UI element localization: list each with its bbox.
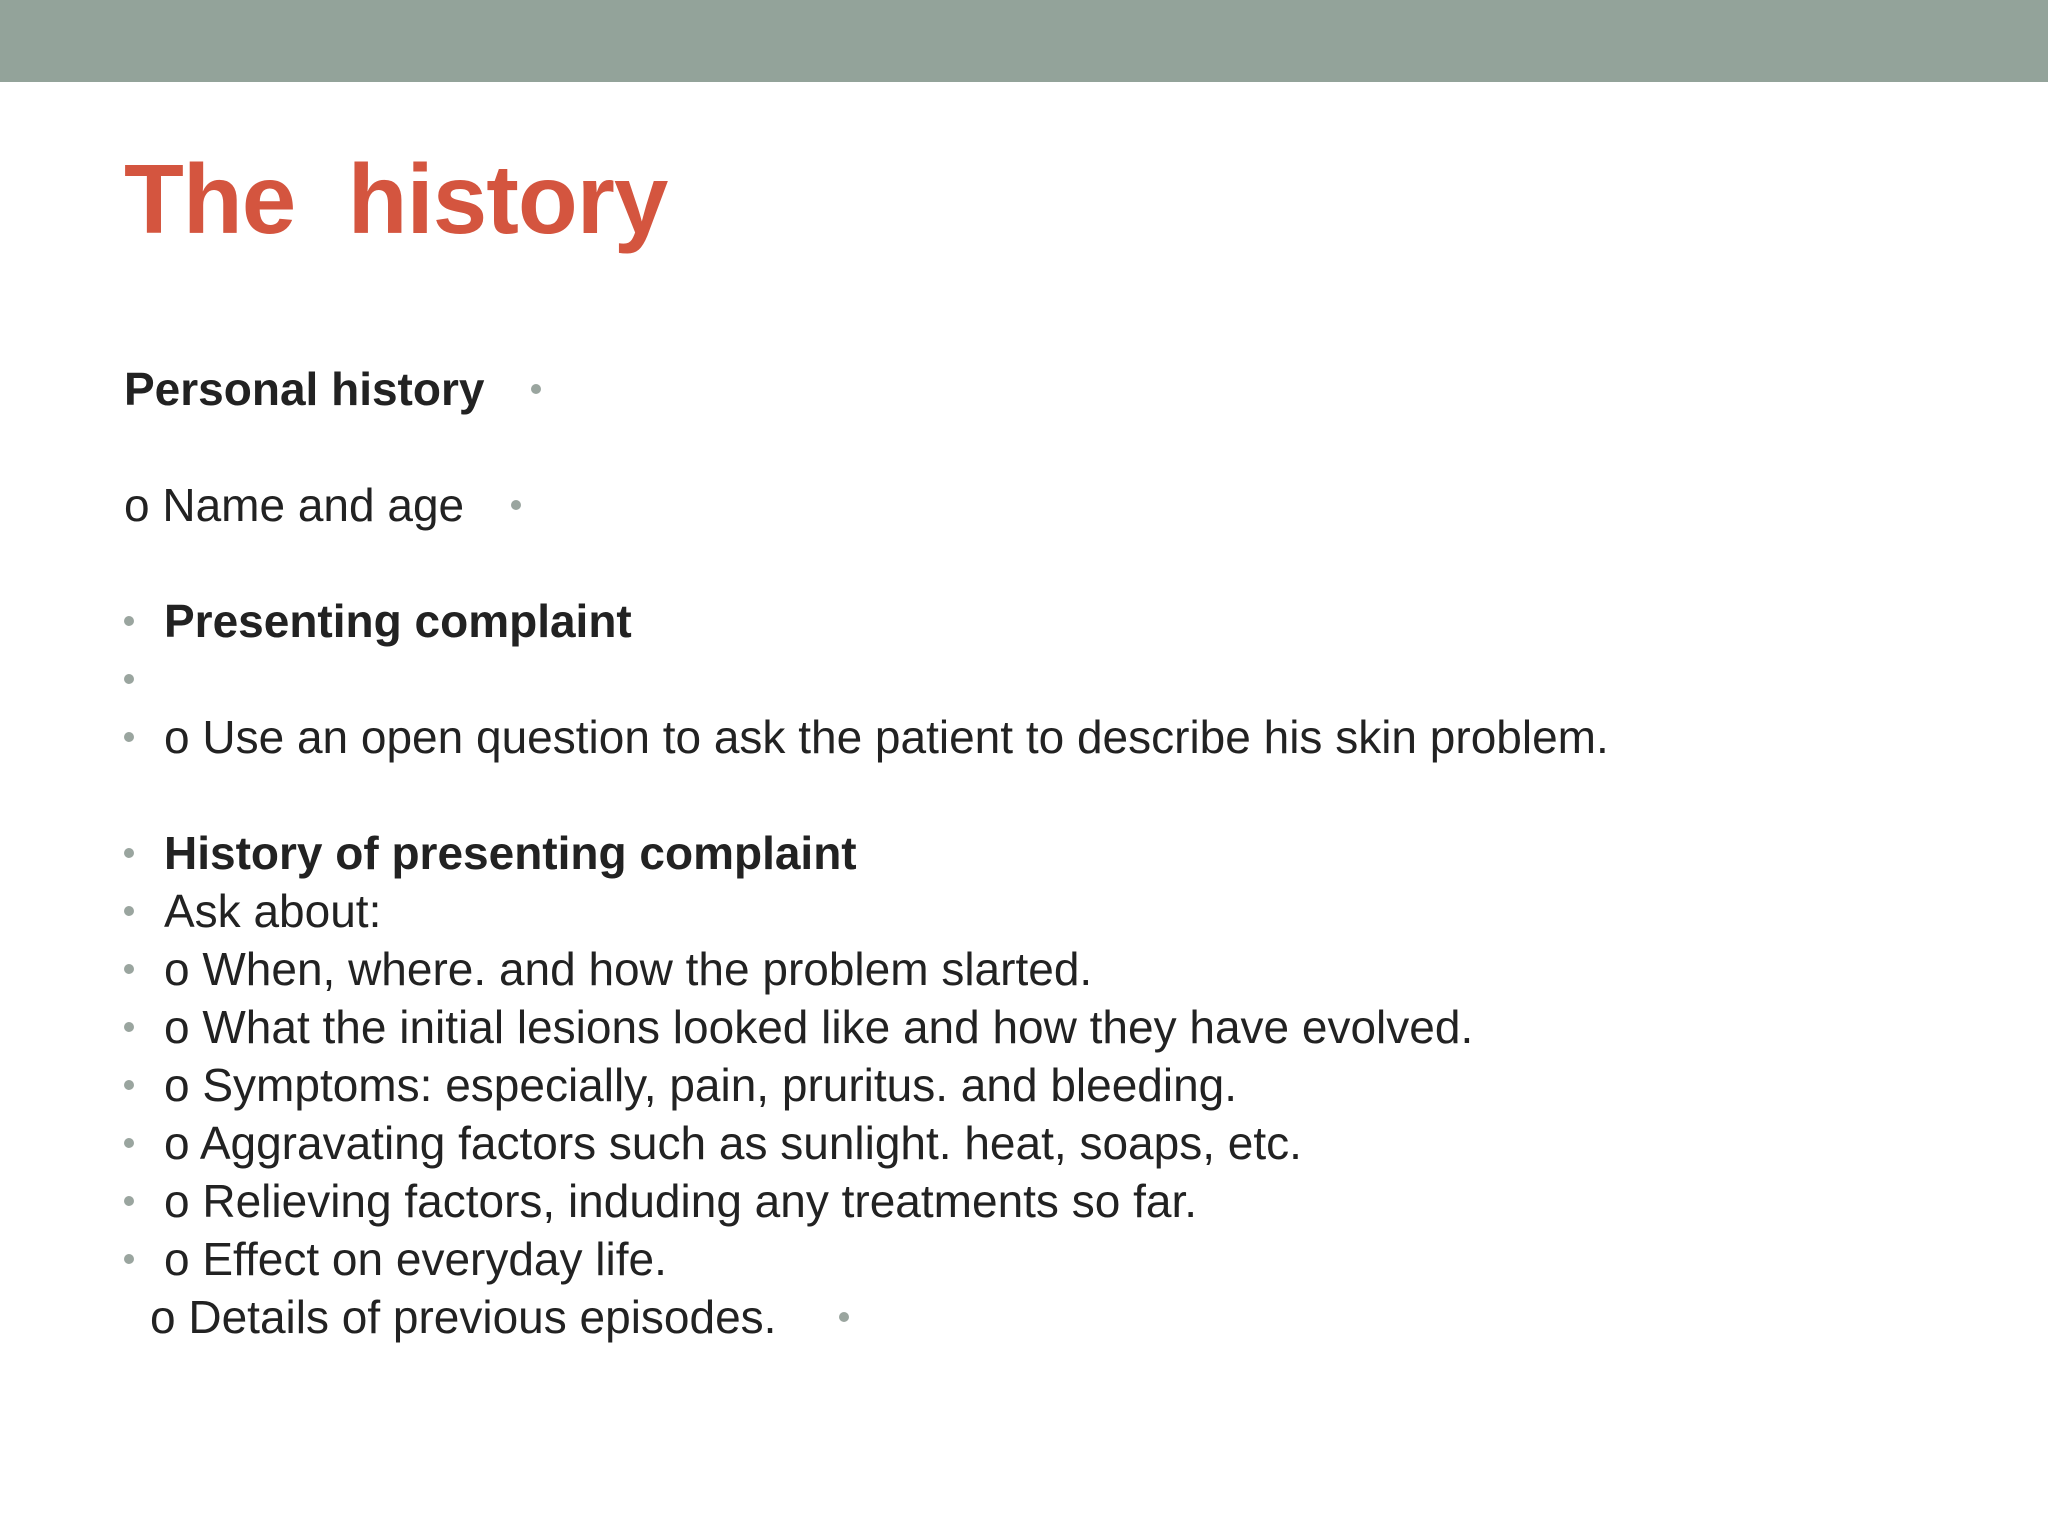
bullet-dot <box>124 1080 134 1090</box>
personal-history-heading: Personal history <box>124 363 485 415</box>
bullet-dot <box>124 1138 134 1148</box>
when-where-item: o When, where. and how the problem slarted. <box>164 943 1093 995</box>
bullet-dot <box>839 1312 849 1322</box>
open-question-item: o Use an open question to ask the patient to describe his skin problem. <box>164 711 1609 763</box>
top-banner <box>0 0 2048 82</box>
bullet-dot <box>124 1254 134 1264</box>
initial-lesions-item: o What the initial lesions looked like and how they have evolved. <box>164 1001 1474 1053</box>
ask-about-item: Ask about: <box>164 885 382 937</box>
slide-title: The history <box>124 144 668 254</box>
effect-on-life-item: o Effect on everyday life. <box>164 1233 667 1285</box>
bullet-dot <box>124 1022 134 1032</box>
history-presenting-complaint-heading: History of presenting complaint <box>164 827 857 879</box>
relieving-factors-item: o Relieving factors, induding any treatments so far. <box>164 1175 1198 1227</box>
bullet-dot <box>124 732 134 742</box>
bullet-dot <box>531 384 541 394</box>
aggravating-factors-item: o Aggravating factors such as sunlight. heat, soaps, etc. <box>164 1117 1302 1169</box>
bullet-dot <box>124 848 134 858</box>
symptoms-item: o Symptoms: especially, pain, pruritus. and bleeding. <box>164 1059 1238 1111</box>
name-and-age-item: o Name and age <box>124 479 465 531</box>
bullet-dot <box>124 964 134 974</box>
bullet-dot <box>124 906 134 916</box>
bullet-dot <box>124 1196 134 1206</box>
bullet-dot <box>124 674 134 684</box>
presenting-complaint-heading: Presenting complaint <box>164 595 632 647</box>
bullet-dot <box>511 500 521 510</box>
previous-episodes-item: o Details of previous episodes. <box>150 1291 777 1343</box>
bullet-dot <box>124 616 134 626</box>
